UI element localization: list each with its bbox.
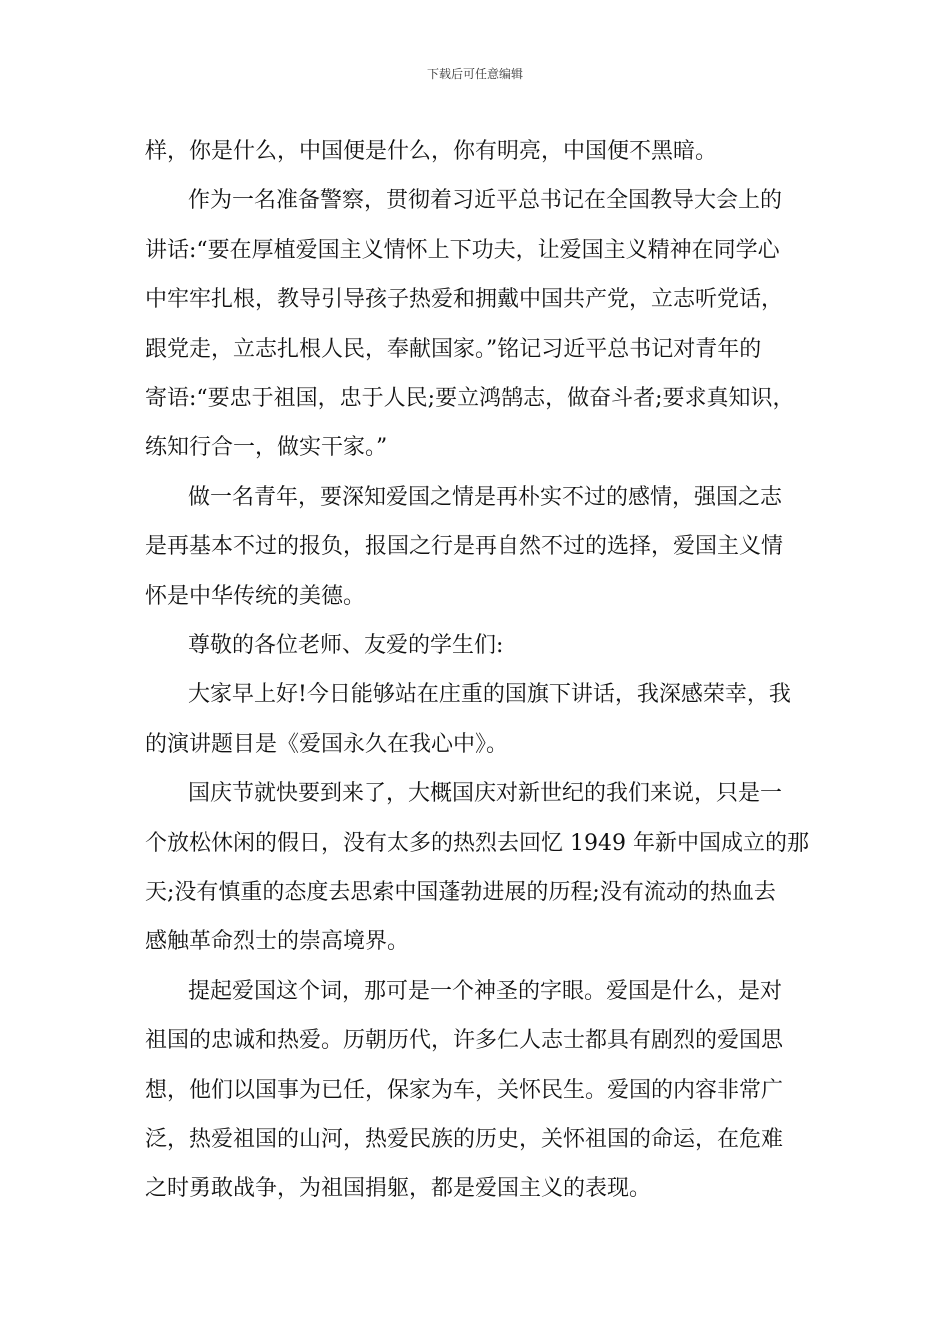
text-line: 跟党走，立志扎根人民，奉献国家。”铭记习近平总书记对青年的 <box>145 337 762 362</box>
text-line: 想，他们以国事为已任，保家为车，关怀民生。爱国的内容非常广 <box>145 1078 784 1103</box>
text-line: 中牢牢扎根，教导引导孩子热爱和拥戴中国共产党，立志听党话， <box>145 287 784 312</box>
text-line: 样，你是什么，中国便是什么，你有明亮，中国便不黑暗。 <box>145 139 718 164</box>
text-line: 练知行合一，做实干家。” <box>145 435 388 460</box>
text-line: 是再基本不过的报负，报国之行是再自然不过的选择，爱国主义情 <box>145 534 784 559</box>
text-line: 祖国的忠诚和热爱。历朝历代，许多仁人志士都具有剧烈的爱国思 <box>145 1028 784 1053</box>
text-line: 感触革命烈士的崇高境界。 <box>145 929 410 954</box>
text-line: 作为一名准备警察，贯彻着习近平总书记在全国教导大会上的 <box>188 188 783 213</box>
text-line: 的演讲题目是《爱国永久在我心中》。 <box>145 732 509 757</box>
text-line: 讲话:“要在厚植爱国主义情怀上下功夫，让爱国主义精神在同学心 <box>145 238 780 263</box>
text-line: 做一名青年，要深知爱国之情是再朴实不过的感情，强国之志 <box>188 485 783 510</box>
text-line: 寄语:“要忠于祖国，忠于人民;要立鸿鹄志，做奋斗者;要求真知识， <box>145 386 795 411</box>
text-line: 天;没有慎重的态度去思索中国蓬勃进展的历程;没有流动的热血去 <box>145 880 776 905</box>
text-line: 提起爱国这个词，那可是一个神圣的字眼。爱国是什么，是对 <box>188 979 783 1004</box>
text-line: 大家早上好!今日能够站在庄重的国旗下讲话，我深感荣幸，我 <box>188 682 791 707</box>
text-line: 泛，热爱祖国的山河，热爱民族的历史，关怀祖国的命运，在危难 <box>145 1127 784 1152</box>
text-line: 之时勇敢战争，为祖国捐躯，都是爱国主义的表现。 <box>145 1176 652 1201</box>
text-line: 尊敬的各位老师、友爱的学生们: <box>188 633 504 658</box>
text-line: 国庆节就快要到来了，大概国庆对新世纪的我们来说，只是一 <box>188 781 783 806</box>
text-line: 怀是中华传统的美德。 <box>145 584 366 609</box>
page-header: 下载后可任意编辑 <box>426 67 523 81</box>
text-line: 个放松休闲的假日，没有太多的热烈去回忆 1949 年新中国成立的那 <box>145 831 809 856</box>
